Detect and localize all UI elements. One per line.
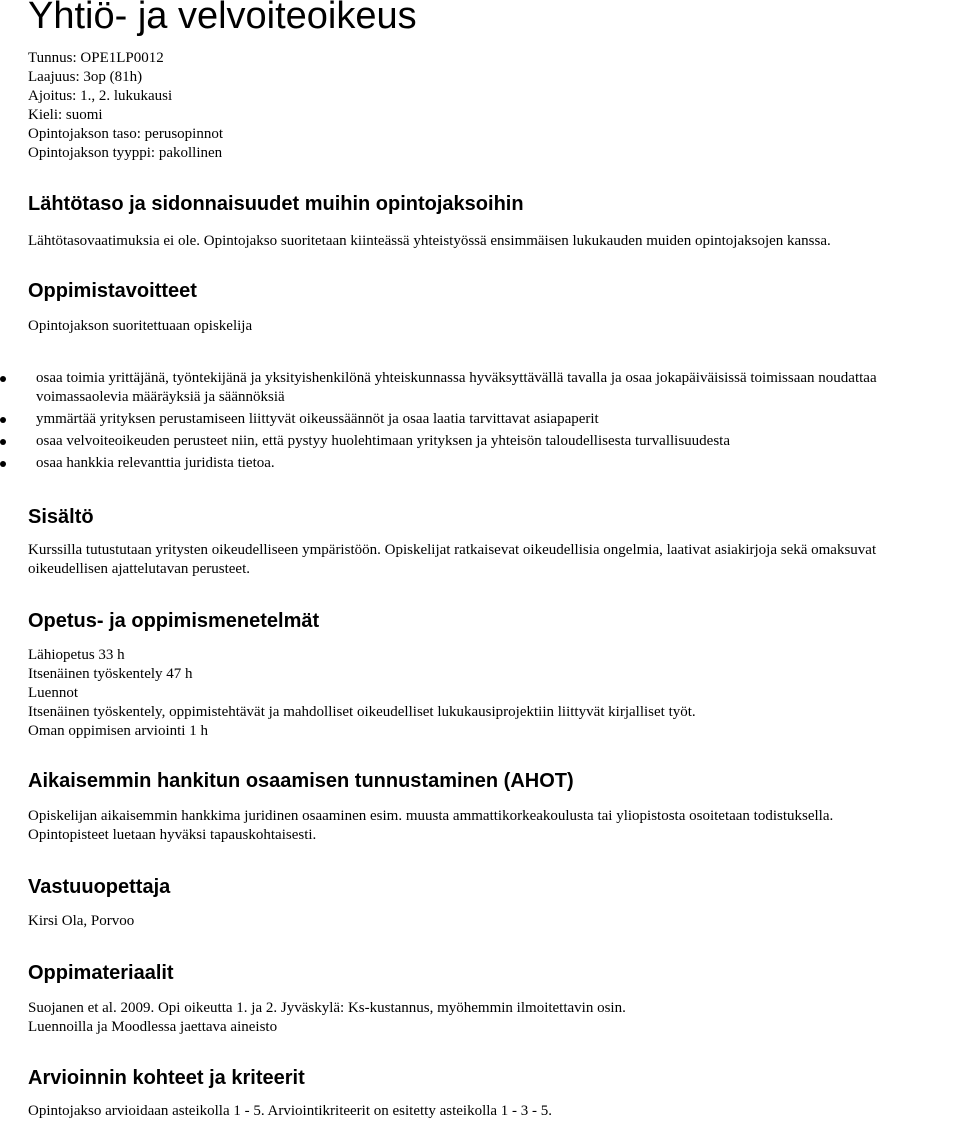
meta-level: Opintojakson taso: perusopinnot: [28, 126, 223, 142]
methods-line: Itsenäinen työskentely, oppimistehtävät ja mahdolliset oikeudelliset lukukausiprojektiin liittyvät kirjalliset työt.: [28, 704, 696, 720]
objectives-intro-line: Opintojakson suoritettuaan opiskelija: [28, 318, 253, 334]
teacher-line: Kirsi Ola, Porvoo: [28, 913, 135, 929]
list-item-line: osaa velvoiteoikeuden perusteet niin, että pystyy huolehtimaan yrityksen ja yhteisön taloudellisesta turvallisuudesta: [36, 433, 730, 449]
teacher-text: [28, 912, 958, 931]
meta-code: Tunnus: OPE1LP0012: [28, 50, 164, 66]
list-item: [0, 410, 960, 429]
list-item-line: osaa hankkia relevanttia juridista tietoa.: [36, 455, 275, 471]
meta-timing: Ajoitus: 1., 2. lukukausi: [28, 88, 173, 104]
methods-line: Oman oppimisen arviointi 1 h: [28, 723, 208, 739]
list-item-line: voimassaolevia määräyksiä ja säännöksiä: [36, 389, 285, 405]
assessment-heading: Arvioinnin kohteet ja kriteerit: [28, 1067, 305, 1089]
list-item: [0, 369, 960, 407]
methods-line: Luennot: [28, 685, 78, 701]
objectives-heading: Oppimistavoitteet: [28, 280, 197, 302]
prerequisites-text: [28, 232, 958, 251]
methods-line: Lähiopetus 33 h: [28, 647, 125, 663]
bullet-icon: [0, 376, 6, 382]
list-item: [0, 432, 960, 451]
assessment-text: [28, 1102, 958, 1121]
list-item-line: ymmärtää yrityksen perustamiseen liittyvät oikeussäännöt ja osaa laatia tarvittavat asiapaperit: [36, 411, 599, 427]
content-text: [28, 541, 958, 579]
bullet-icon: [0, 439, 6, 445]
objectives-list: [0, 369, 960, 476]
objectives-intro: [28, 317, 958, 336]
ahot-text: [28, 807, 958, 845]
ahot-heading: Aikaisemmin hankitun osaamisen tunnustaminen (AHOT): [28, 770, 574, 792]
materials-heading: Oppimateriaalit: [28, 962, 174, 984]
teacher-heading: Vastuuopettaja: [28, 876, 171, 898]
assessment-line: Opintojakso arvioidaan asteikolla 1 - 5. Arviointikriteerit on esitetty asteikolla 1 - 3 - 5.: [28, 1103, 553, 1119]
materials-line: Suojanen et al. 2009. Opi oikeutta 1. ja 2. Jyväskylä: Ks-kustannus, myöhemmin ilmoitettavin osin.: [28, 1000, 626, 1016]
methods-text: [28, 646, 958, 741]
content-line: oikeudellisen ajattelutavan perusteet.: [28, 561, 250, 577]
methods-heading: Opetus- ja oppimismenetelmät: [28, 610, 320, 632]
meta-language: Kieli: suomi: [28, 107, 103, 123]
materials-text: [28, 999, 958, 1037]
ahot-line: Opintopisteet luetaan hyväksi tapauskohtaisesti.: [28, 827, 317, 843]
course-meta: [28, 49, 223, 163]
meta-type: Opintojakson tyyppi: pakollinen: [28, 145, 223, 161]
prerequisites-line: Lähtötasovaatimuksia ei ole. Opintojakso suoritetaan kiinteässä yhteistyössä ensimmäisen lukukauden muiden opintojaksojen kanssa.: [28, 233, 831, 249]
ahot-line: Opiskelijan aikaisemmin hankkima juridinen osaaminen esim. muusta ammattikorkeakoulusta tai yliopistosta osoitetaan todistuksella.: [28, 808, 834, 824]
list-item-line: osaa toimia yrittäjänä, työntekijänä ja yksityishenkilönä yhteiskunnassa hyväksyttävällä tavalla ja osaa jokapäiväisissä toimissaan noudattaa: [36, 370, 877, 386]
methods-line: Itsenäinen työskentely 47 h: [28, 666, 193, 682]
prerequisites-heading: Lähtötaso ja sidonnaisuudet muihin opintojaksoihin: [28, 193, 524, 215]
page-title: Yhtiö- ja velvoiteoikeus: [28, 0, 417, 37]
bullet-icon: [0, 461, 6, 467]
meta-scope: Laajuus: 3op (81h): [28, 69, 143, 85]
materials-line: Luennoilla ja Moodlessa jaettava aineisto: [28, 1019, 278, 1035]
list-item: [0, 454, 960, 473]
content-heading: Sisältö: [28, 506, 94, 528]
content-line: Kurssilla tutustutaan yritysten oikeudelliseen ympäristöön. Opiskelijat ratkaisevat oikeudellisia ongelmia, laativat asiakirjoja sekä omaksuvat: [28, 542, 877, 558]
bullet-icon: [0, 417, 6, 423]
